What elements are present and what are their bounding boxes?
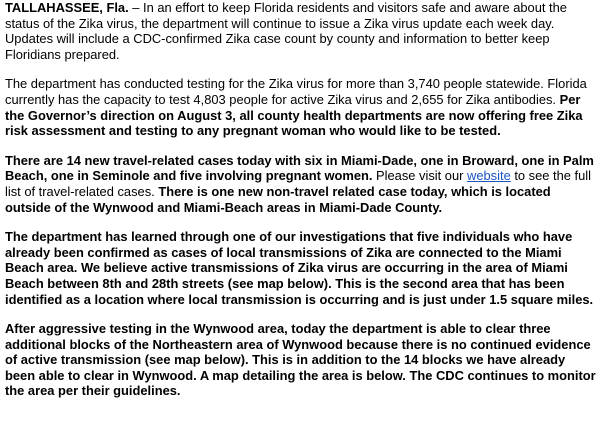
testing-text: The department has conducted testing for the Zika virus for more than 3,740 people statewide. Florida currently has the capacity to test 4,803 people for active Zika virus and 2,655 for Zika antibodies.: [5, 76, 587, 107]
press-release: [5, 0, 597, 413]
website-link[interactable]: website: [467, 168, 511, 184]
miami-beach-text: The department has learned through one of our investigations that five individuals who have already been confirmed as cases of local transmissions of Zika are connected to the Miami Beach area. We believe active transmissions of Zika virus are occurring in the area of Miami Beach between 8th and 28th streets (see map below). This is the second area that has been identified as a location where local transmission is occurring and is just under 1.5 square miles.: [5, 229, 594, 307]
paragraph-new-cases: [5, 153, 597, 215]
paragraph-miami-beach: [5, 229, 597, 307]
new-cases-text: There are 14 new travel-related cases today with six in Miami-Dade, one in Broward, one in Palm Beach, one in Seminole and five involving pregnant women.: [5, 152, 594, 184]
paragraph-wynwood: [5, 321, 597, 399]
paragraph-testing: [5, 76, 597, 138]
intro-text: – In an effort to keep Florida residents and visitors safe and aware about the status of the Zika virus, the department will continue to issue a Zika virus update each week day. Updates will include a CDC-confirmed Zika case count by county and information to better keep Floridians prepared.: [5, 0, 567, 62]
governor-directive-text: Per the Governor’s direction on August 3, all county health departments are now offering free Zika risk assessment and testing to any pregnant woman who would like to be tested.: [5, 91, 583, 139]
dateline: TALLAHASSEE, Fla.: [5, 0, 129, 15]
non-travel-case-text: There is one new non-travel related case today, which is located outside of the Wynwood and Miami-Beach areas in Miami-Dade County.: [5, 183, 551, 215]
wynwood-text: After aggressive testing in the Wynwood area, today the department is able to clear three additional blocks of the Northeastern area of Wynwood because there is no continued evidence of active transmission (see map below). This is in addition to the 14 blocks we have already been able to clear in Wynwood. A map detailing the area is below. The CDC continues to monitor the area per their guidelines.: [5, 321, 596, 399]
paragraph-intro: [5, 0, 597, 62]
visit-text: Please visit our: [372, 168, 468, 184]
full-list-text: to see the full list of travel-related cases.: [5, 168, 592, 199]
